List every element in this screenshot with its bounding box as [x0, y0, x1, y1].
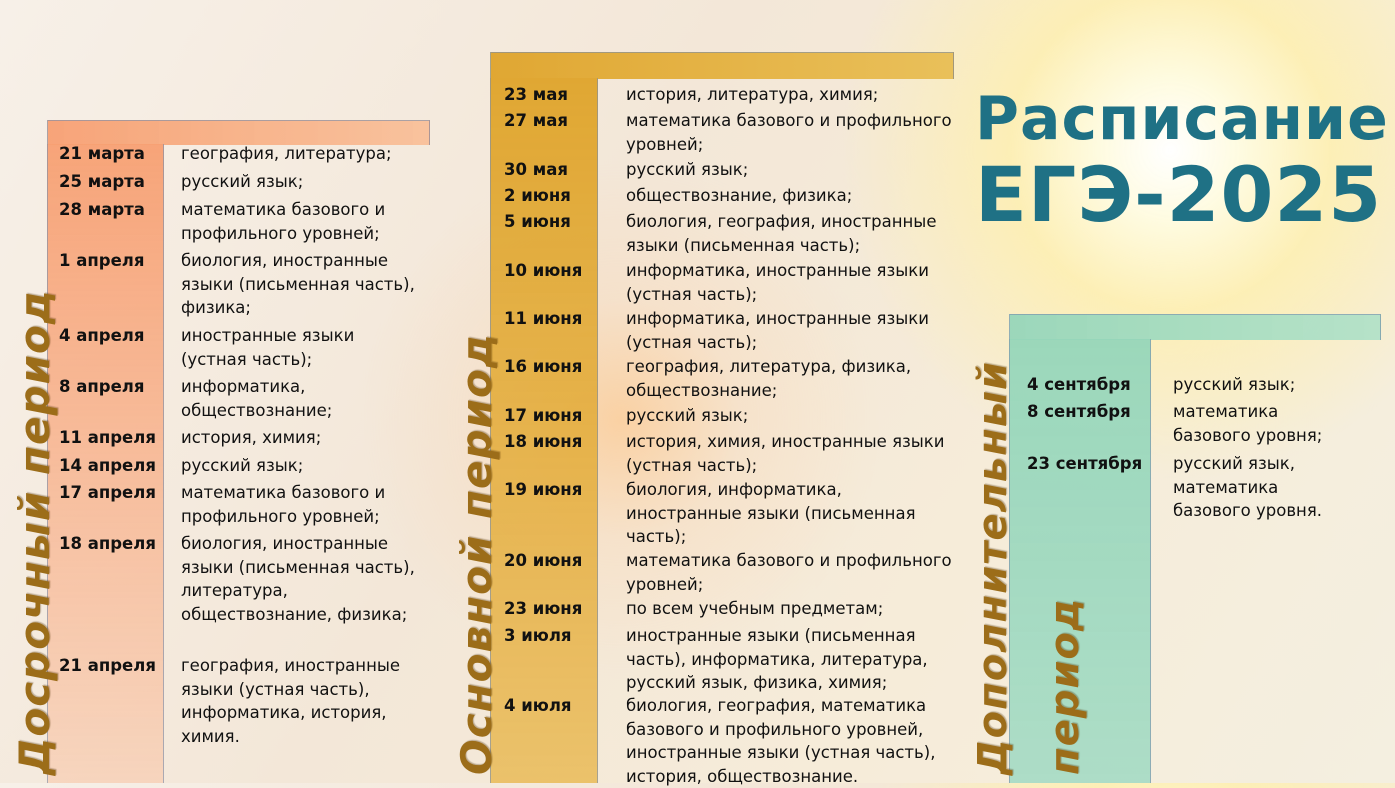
- schedule-row: [504, 210, 956, 257]
- schedule-date: 20 июня: [504, 551, 583, 570]
- extra-period-label-line1: Дополнительный: [970, 361, 1016, 775]
- schedule-subjects: биология, иностранные языки (письменная часть), литература, обществознание, физика;: [181, 534, 415, 624]
- schedule-date: 23 мая: [504, 85, 568, 104]
- schedule-date: 3 июля: [504, 626, 572, 645]
- schedule-row: [504, 430, 956, 477]
- schedule-date: 5 июня: [504, 212, 571, 231]
- schedule-subjects: русский язык;: [181, 172, 304, 191]
- schedule-row: [59, 426, 416, 450]
- schedule-row: [1027, 452, 1348, 523]
- schedule-subjects: биология, география, математика базового и профильного уровней, иностранные языки (устная часть), история, обществознание.: [626, 696, 936, 786]
- schedule-row: [59, 454, 416, 478]
- schedule-subjects: математика базового уровня;: [1173, 402, 1323, 445]
- extra-period-label-line2: период: [1042, 597, 1088, 775]
- schedule-subjects: русский язык, математика базового уровня.: [1173, 454, 1322, 520]
- schedule-subjects: иностранные языки (устная часть);: [181, 326, 355, 369]
- schedule-row: [1027, 400, 1348, 447]
- schedule-subjects: русский язык;: [181, 456, 304, 475]
- early-period-label: Досрочный период: [10, 289, 59, 775]
- schedule-subjects: история, литература, химия;: [626, 85, 879, 104]
- schedule-row: [504, 549, 956, 596]
- schedule-row: [504, 355, 956, 402]
- schedule-date: 18 июня: [504, 432, 583, 451]
- schedule-row: [504, 597, 956, 621]
- schedule-row: [59, 142, 416, 166]
- schedule-date: 16 июня: [504, 357, 583, 376]
- schedule-date: 18 апреля: [59, 534, 156, 553]
- schedule-date: 23 июня: [504, 599, 583, 618]
- schedule-row: [504, 109, 956, 156]
- schedule-subjects: русский язык;: [626, 160, 749, 179]
- schedule-row: [59, 481, 416, 528]
- schedule-subjects: русский язык;: [626, 406, 749, 425]
- schedule-row: [504, 184, 956, 208]
- schedule-subjects: иностранные языки (письменная часть), информатика, литература, русский язык, физика, химия;: [626, 626, 928, 692]
- schedule-subjects: биология, иностранные языки (письменная часть), физика;: [181, 251, 415, 317]
- schedule-date: 17 июня: [504, 406, 583, 425]
- schedule-subjects: информатика, иностранные языки (устная часть);: [626, 261, 929, 304]
- schedule-row: [59, 375, 416, 422]
- page-title-line1: Расписание: [975, 84, 1389, 154]
- schedule-row: [59, 249, 416, 320]
- schedule-date: 21 апреля: [59, 656, 156, 675]
- schedule-row: [504, 694, 956, 788]
- schedule-date: 4 июля: [504, 696, 572, 715]
- schedule-date: 30 мая: [504, 160, 568, 179]
- schedule-subjects: география, литература;: [181, 144, 392, 163]
- schedule-date: 8 сентября: [1027, 402, 1131, 421]
- schedule-date: 21 марта: [59, 144, 145, 163]
- schedule-row: [504, 259, 956, 306]
- schedule-subjects: биология, информатика, иностранные языки (письменная часть);: [626, 480, 916, 546]
- schedule-subjects: география, иностранные языки (устная часть), информатика, история, химия.: [181, 656, 401, 746]
- schedule-date: 25 марта: [59, 172, 145, 191]
- schedule-date: 10 июня: [504, 261, 583, 280]
- page-title-line2: ЕГЭ-2025: [975, 150, 1383, 239]
- schedule-row: [504, 478, 956, 549]
- schedule-row: [504, 83, 956, 107]
- schedule-subjects: обществознание, физика;: [626, 186, 853, 205]
- schedule-subjects: биология, география, иностранные языки (письменная часть);: [626, 212, 937, 255]
- schedule-subjects: математика базового и профильного уровней;: [181, 200, 386, 243]
- schedule-date: 4 сентября: [1027, 375, 1131, 394]
- schedule-date: 28 марта: [59, 200, 145, 219]
- schedule-row: [1027, 373, 1348, 397]
- schedule-date: 4 апреля: [59, 326, 145, 345]
- schedule-date: 2 июня: [504, 186, 571, 205]
- schedule-date: 17 апреля: [59, 483, 156, 502]
- schedule-row: [59, 170, 416, 194]
- schedule-subjects: математика базового и профильного уровней;: [181, 483, 386, 526]
- schedule-subjects: русский язык;: [1173, 375, 1296, 394]
- schedule-subjects: по всем учебным предметам;: [626, 599, 884, 618]
- schedule-subjects: математика базового и профильного уровней;: [626, 111, 952, 154]
- extra-period-header-bar: [1009, 314, 1381, 340]
- schedule-row: [504, 624, 956, 695]
- main-period-header-bar: [490, 52, 954, 79]
- schedule-row: [59, 324, 416, 371]
- schedule-date: 11 апреля: [59, 428, 156, 447]
- schedule-row: [504, 158, 956, 182]
- schedule-subjects: география, литература, физика, обществознание;: [626, 357, 912, 400]
- schedule-row: [59, 532, 416, 626]
- schedule-row: [504, 307, 956, 354]
- schedule-date: 23 сентября: [1027, 454, 1143, 473]
- schedule-date: 1 апреля: [59, 251, 145, 270]
- schedule-subjects: история, химия;: [181, 428, 322, 447]
- schedule-row: [504, 404, 956, 428]
- schedule-date: 27 мая: [504, 111, 568, 130]
- schedule-subjects: информатика, обществознание;: [181, 377, 333, 420]
- schedule-row: [59, 654, 416, 748]
- schedule-date: 8 апреля: [59, 377, 145, 396]
- schedule-subjects: математика базового и профильного уровней;: [626, 551, 952, 594]
- main-period-label: Основной период: [452, 333, 501, 775]
- schedule-subjects: информатика, иностранные языки (устная часть);: [626, 309, 929, 352]
- schedule-row: [59, 198, 416, 245]
- schedule-date: 11 июня: [504, 309, 583, 328]
- schedule-subjects: история, химия, иностранные языки (устная часть);: [626, 432, 945, 475]
- schedule-date: 14 апреля: [59, 456, 156, 475]
- schedule-date: 19 июня: [504, 480, 583, 499]
